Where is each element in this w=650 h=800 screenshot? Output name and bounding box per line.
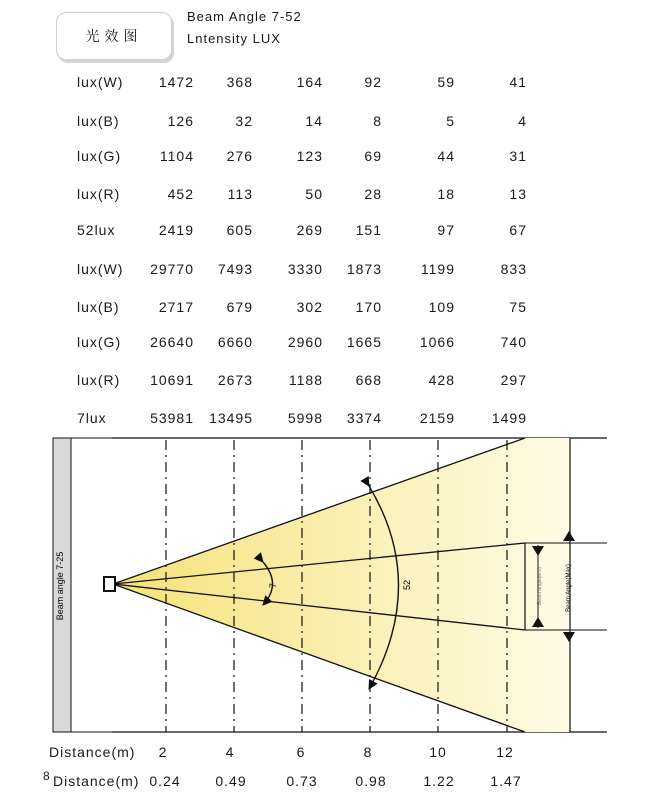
lux-row-label: lux(G) bbox=[77, 148, 122, 164]
lux-value: 53981 bbox=[150, 410, 194, 426]
diameter-row bbox=[0, 769, 650, 793]
outer-angle-label: 52 bbox=[402, 579, 412, 590]
diameter-value: 0.98 bbox=[355, 773, 387, 789]
lux-value: 29770 bbox=[150, 261, 194, 277]
outer-dimension-label: Beam Angle(Max) bbox=[566, 564, 572, 612]
lux-value: 297 bbox=[500, 372, 527, 388]
beam-angle-title: Beam Angle 7-52 bbox=[187, 9, 302, 24]
lux-value: 1188 bbox=[288, 372, 323, 388]
lux-value: 833 bbox=[500, 261, 527, 277]
lux-row bbox=[0, 186, 650, 206]
lux-row-label: 7lux bbox=[77, 410, 107, 426]
lux-value: 605 bbox=[226, 222, 253, 238]
diameter-value: 0.49 bbox=[215, 773, 247, 789]
lux-row bbox=[0, 299, 650, 319]
lux-value: 2960 bbox=[287, 334, 323, 350]
distance-value: 12 bbox=[496, 744, 514, 760]
lux-value: 1066 bbox=[419, 334, 455, 350]
lux-value: 3374 bbox=[346, 410, 382, 426]
lux-row-label: lux(W) bbox=[77, 74, 124, 90]
inner-dimension-label: Beam angle(Min) bbox=[537, 566, 543, 606]
lux-row bbox=[0, 222, 650, 242]
lux-value: 109 bbox=[428, 299, 455, 315]
lux-value: 14 bbox=[305, 113, 323, 129]
diameter-value: 1.47 bbox=[490, 773, 522, 789]
lux-row bbox=[0, 372, 650, 392]
lux-row-label: lux(G) bbox=[77, 334, 122, 350]
lux-value: 368 bbox=[226, 74, 253, 90]
lux-row bbox=[0, 113, 650, 133]
lux-row-label: 52lux bbox=[77, 222, 116, 238]
lux-value: 452 bbox=[167, 186, 194, 202]
inner-angle-label: 7 bbox=[268, 582, 278, 588]
lux-value: 13 bbox=[509, 186, 527, 202]
distance-value: 6 bbox=[296, 744, 306, 760]
lux-row-label: lux(W) bbox=[77, 261, 124, 277]
lux-value: 13495 bbox=[209, 410, 253, 426]
beam-cone bbox=[113, 438, 570, 732]
lux-value: 28 bbox=[364, 186, 382, 202]
lux-row-label: lux(R) bbox=[77, 186, 121, 202]
lux-value: 302 bbox=[296, 299, 323, 315]
lux-value: 3330 bbox=[287, 261, 323, 277]
lux-row-label: lux(B) bbox=[77, 113, 120, 129]
lux-value: 151 bbox=[355, 222, 382, 238]
distance-row bbox=[0, 744, 650, 764]
lux-value: 18 bbox=[437, 186, 455, 202]
lux-value: 75 bbox=[509, 299, 527, 315]
diameter-value: 0.73 bbox=[286, 773, 318, 789]
lux-value: 4 bbox=[518, 113, 527, 129]
lux-value: 69 bbox=[364, 148, 382, 164]
photometric-badge bbox=[56, 12, 172, 60]
lux-value: 428 bbox=[428, 372, 455, 388]
lux-value: 50 bbox=[305, 186, 323, 202]
lux-value: 2673 bbox=[217, 372, 253, 388]
lux-row bbox=[0, 334, 650, 354]
lux-value: 44 bbox=[437, 148, 455, 164]
lux-row bbox=[0, 410, 650, 430]
lux-value: 5 bbox=[446, 113, 455, 129]
lux-value: 67 bbox=[509, 222, 527, 238]
lux-value: 740 bbox=[500, 334, 527, 350]
lux-value: 5998 bbox=[287, 410, 323, 426]
lux-value: 2419 bbox=[158, 222, 194, 238]
lux-value: 41 bbox=[509, 74, 527, 90]
lux-value: 1199 bbox=[420, 261, 455, 277]
lux-value: 97 bbox=[437, 222, 455, 238]
lux-value: 7493 bbox=[217, 261, 253, 277]
lux-value: 1499 bbox=[491, 410, 527, 426]
lux-value: 6660 bbox=[217, 334, 253, 350]
lux-row bbox=[0, 261, 650, 281]
lux-value: 92 bbox=[364, 74, 382, 90]
distance-value: 2 bbox=[158, 744, 168, 760]
beam-diagram bbox=[0, 428, 650, 740]
badge-text: 光效图 bbox=[85, 29, 143, 45]
lux-value: 113 bbox=[227, 186, 253, 202]
diameter-value: 0.24 bbox=[149, 773, 181, 789]
lux-value: 170 bbox=[355, 299, 382, 315]
distance-value: 8 bbox=[363, 744, 373, 760]
lux-value: 2717 bbox=[158, 299, 194, 315]
lux-value: 668 bbox=[355, 372, 382, 388]
lux-value: 8 bbox=[373, 113, 382, 129]
diameter-label: Distance(m) bbox=[53, 773, 140, 789]
sidebar-label: Beam angle 7-25 bbox=[55, 551, 65, 621]
lux-value: 1665 bbox=[346, 334, 382, 350]
light-fixture-icon bbox=[104, 577, 115, 591]
lux-value: 32 bbox=[235, 113, 253, 129]
lux-row-label: lux(B) bbox=[77, 299, 120, 315]
lux-value: 26640 bbox=[150, 334, 194, 350]
lux-value: 2159 bbox=[419, 410, 455, 426]
lux-value: 1472 bbox=[158, 74, 194, 90]
lux-value: 59 bbox=[437, 74, 455, 90]
lux-value: 679 bbox=[226, 299, 253, 315]
lux-value: 1873 bbox=[346, 261, 382, 277]
lux-value: 123 bbox=[296, 148, 323, 164]
lux-value: 126 bbox=[167, 113, 194, 129]
lux-row bbox=[0, 148, 650, 168]
diameter-value: 1.22 bbox=[423, 773, 455, 789]
lux-value: 276 bbox=[226, 148, 253, 164]
lux-value: 269 bbox=[296, 222, 323, 238]
lux-row bbox=[0, 74, 650, 94]
lux-value: 10691 bbox=[150, 372, 194, 388]
distance-value: 10 bbox=[429, 744, 447, 760]
lux-row-label: lux(R) bbox=[77, 372, 121, 388]
lux-value: 164 bbox=[296, 74, 323, 90]
lux-value: 1104 bbox=[159, 148, 194, 164]
diameter-prefix: 8 bbox=[43, 769, 51, 783]
distance-value: 4 bbox=[225, 744, 235, 760]
distance-label: Distance(m) bbox=[49, 744, 136, 760]
lux-value: 31 bbox=[509, 148, 527, 164]
intensity-title: Lntensity LUX bbox=[187, 31, 281, 46]
